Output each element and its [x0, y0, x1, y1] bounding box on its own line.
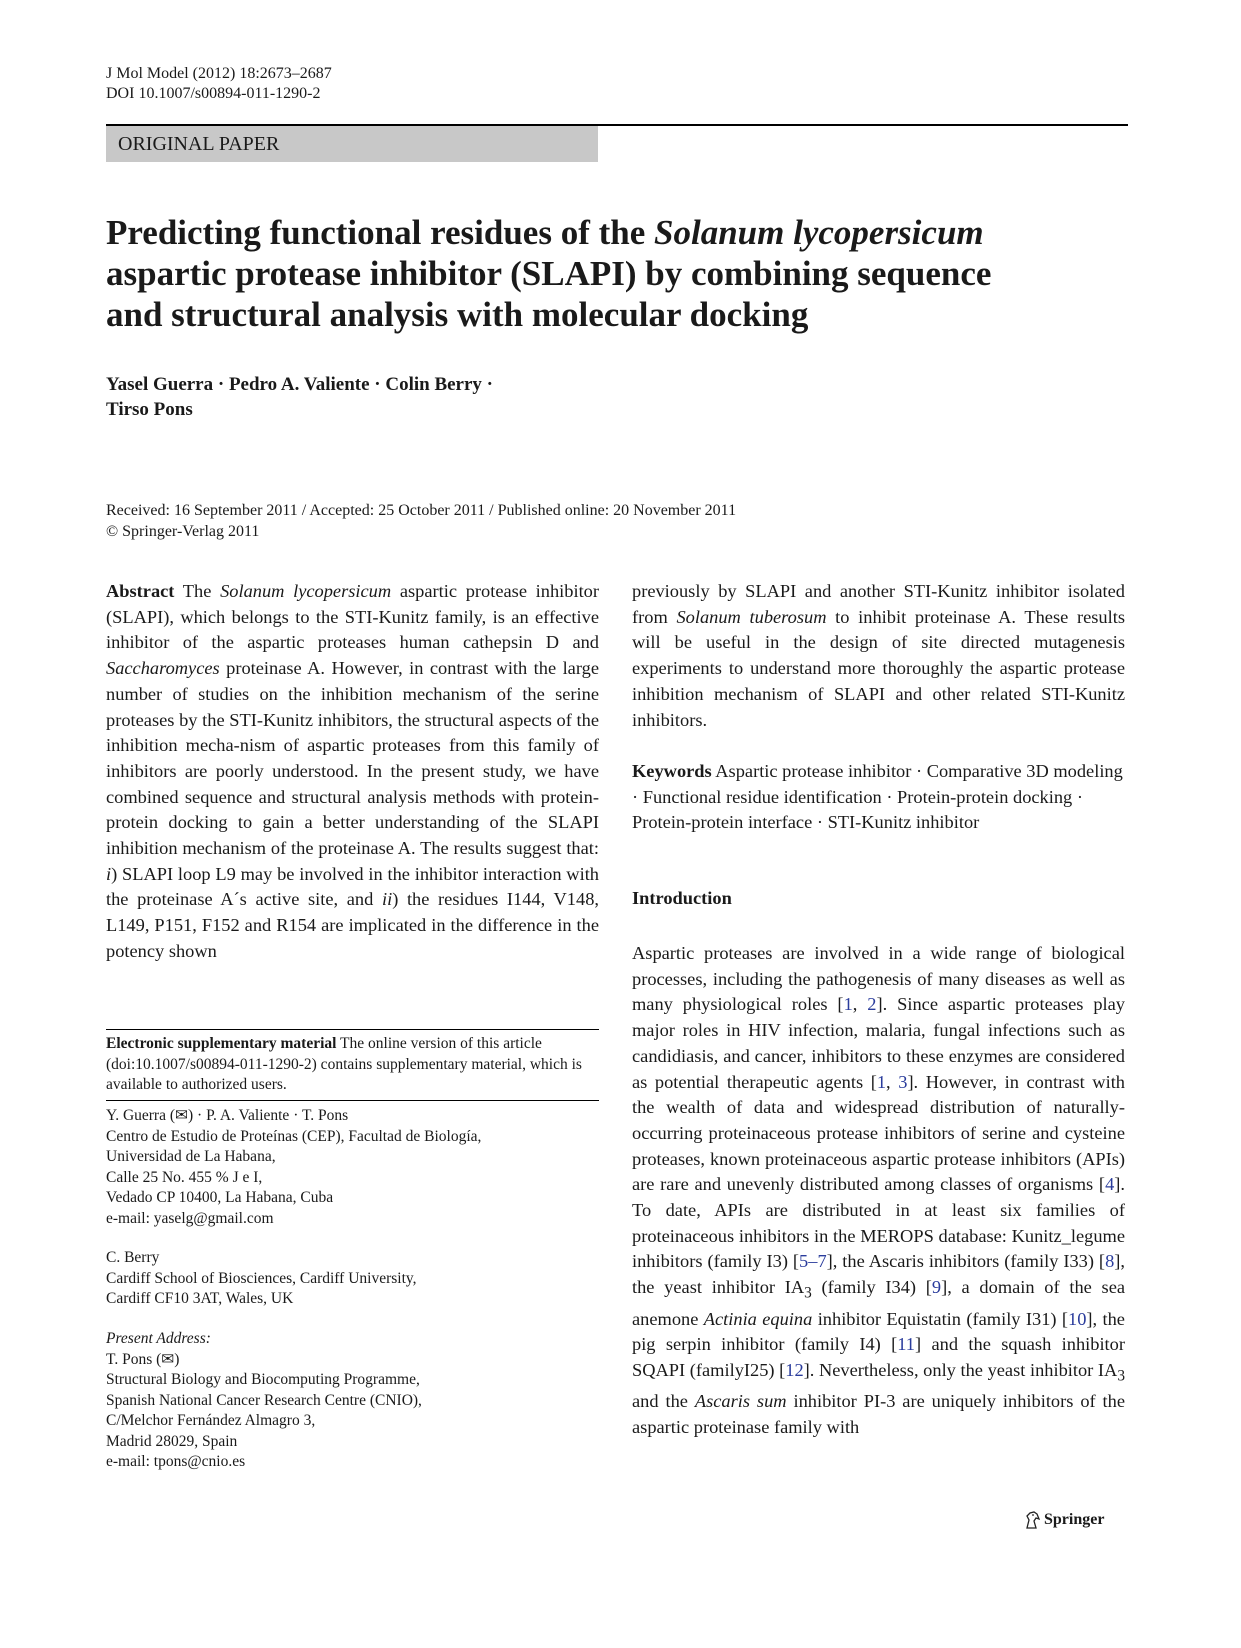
- citation-link[interactable]: 1: [876, 1071, 887, 1092]
- introduction-heading: Introduction: [632, 888, 732, 908]
- intro-species: Actinia equina: [703, 1308, 813, 1329]
- intro-text: inhibitor PI-3 are uniquely inhibitors of the aspartic proteinase family with: [632, 1391, 1126, 1437]
- affiliation-line: C. Berry: [106, 1249, 160, 1266]
- affiliation-2: [106, 1248, 599, 1310]
- abstract-text: ) SLAPI loop L9 may be involved in the inhibitor interaction with the proteinase A´s active site, and: [106, 863, 599, 910]
- citation-link[interactable]: 5–7: [799, 1251, 827, 1272]
- abstract-label: Abstract: [106, 581, 175, 601]
- keywords-label: Keywords: [632, 761, 712, 781]
- introduction-body: [632, 941, 1125, 1441]
- affiliation-line: Cardiff CF10 3AT, Wales, UK: [106, 1290, 294, 1307]
- intro-text: and the: [632, 1391, 695, 1412]
- intro-text: ]. Since aspartic proteases play major roles in HIV infection, malaria, fungal infections such as candidiasis, and cancer, inhibitors to these enzymes are considered as potential therapeutic agents [: [632, 994, 1125, 1092]
- intro-text: inhibitor Equistatin (family I31) [: [812, 1308, 1069, 1329]
- abstract-text: ) the residues I144, V148, L149, P151, F152 and R154 are implicated in the difference in the potency shown: [106, 889, 599, 961]
- abstract-text: to inhibit proteinase A. These results will be useful in the design of site directed mutagenesis experiments to understand more thoroughly the aspartic protease inhibition mechanism of SLAPI and other related STI-Kunitz inhibitors.: [632, 606, 1125, 730]
- present-address-label: Present Address:: [106, 1330, 211, 1347]
- affiliation-line: Spanish National Cancer Research Centre (CNIO),: [106, 1391, 422, 1409]
- intro-text: ]. However, in contrast with the wealth of data and widespread distribution of naturally-occurring proteinaceous protease inhibitors of serine and cysteine proteases, known proteinaceous aspartic protease inhibitors (APIs) are rare and unevenly distributed among classes of organisms [: [632, 1071, 1126, 1195]
- affiliation-3: [106, 1329, 599, 1473]
- copyright-line: © Springer-Verlag 2011: [106, 523, 260, 540]
- journal-line: J Mol Model (2012) 18:2673–2687: [106, 65, 332, 82]
- affiliation-line: C/Melchor Fernández Almagro 3,: [106, 1412, 316, 1429]
- subscript: 3: [1117, 1367, 1125, 1385]
- affiliation-email[interactable]: e-mail: yaselg@gmail.com: [106, 1209, 274, 1227]
- doi-line: DOI 10.1007/s00894-011-1290-2: [106, 85, 321, 102]
- citation-link[interactable]: 11: [897, 1334, 915, 1355]
- intro-text: ,: [886, 1071, 899, 1092]
- citation-link[interactable]: 3: [898, 1071, 908, 1092]
- affiliation-line: Madrid 28029, Spain: [106, 1432, 238, 1450]
- springer-horse-icon: [1024, 1510, 1042, 1530]
- esm-note: [106, 1034, 599, 1096]
- dates-line: Received: 16 September 2011 / Accepted: 25 October 2011 / Published online: 20 November 2011: [106, 502, 737, 519]
- affiliation-line: Vedado CP 10400, La Habana, Cuba: [106, 1189, 334, 1206]
- intro-text: ], the yeast inhibitor IA: [632, 1251, 1125, 1298]
- citation-link[interactable]: 10: [1068, 1308, 1087, 1329]
- title-line2: aspartic protease inhibitor (SLAPI) by combining sequence: [106, 254, 992, 293]
- citation-link[interactable]: 12: [785, 1359, 804, 1380]
- keywords-text: Aspartic protease inhibitor · Comparative 3D modeling · Functional residue identification · Protein-protein docking · Protein-protein interface · STI-Kunitz inhibitor: [632, 761, 1123, 833]
- affiliation-rule: [106, 1100, 599, 1101]
- citation-link[interactable]: 1: [843, 994, 853, 1015]
- title-line3: and structural analysis with molecular docking: [106, 295, 809, 334]
- affiliation-line: T. Pons (✉): [106, 1350, 180, 1368]
- intro-text: ]. To date, APIs are distributed in at least six families of proteinaceous inhibitors in the MEROPS database: Kunitz_legume inhibitors (family I3) [: [632, 1174, 1125, 1272]
- authors-line1: Yasel Guerra · Pedro A. Valiente · Colin Berry ·: [106, 374, 494, 395]
- keywords: [632, 759, 1125, 836]
- article-type-banner: ORIGINAL PAPER: [106, 126, 598, 162]
- citation-link[interactable]: 2: [867, 994, 877, 1015]
- abstract-text: The: [174, 581, 221, 601]
- intro-text: ], the Ascaris inhibitors (family I33) [: [826, 1251, 1106, 1272]
- abstract-species: Solanum lycopersicum: [220, 581, 392, 601]
- citation-link[interactable]: 8: [1105, 1251, 1115, 1272]
- author-list: [106, 372, 493, 422]
- abstract: [106, 579, 599, 965]
- affiliation-line: Structural Biology and Biocomputing Programme,: [106, 1371, 420, 1388]
- affiliation-1: [106, 1106, 599, 1229]
- subscript: 3: [804, 1284, 812, 1302]
- abstract-continued: [632, 579, 1125, 733]
- title-part1: Predicting functional residues of the: [106, 213, 655, 252]
- publication-dates: [106, 500, 736, 542]
- intro-text: ,: [852, 994, 868, 1015]
- affiliation-line: Y. Guerra (✉) · P. A. Valiente · T. Pons: [106, 1107, 349, 1124]
- affiliation-email[interactable]: e-mail: tpons@cnio.es: [106, 1453, 246, 1470]
- publisher-name: Springer: [1044, 1511, 1105, 1528]
- abstract-enum: i: [106, 863, 112, 884]
- abstract-text: previously by SLAPI and another STI-Kunitz inhibitor isolated from: [632, 581, 1125, 627]
- affiliation-line: Calle 25 No. 455 % J e I,: [106, 1168, 263, 1186]
- citation-link[interactable]: 4: [1105, 1174, 1115, 1195]
- journal-citation: [106, 64, 332, 104]
- authors-line2: Tirso Pons: [106, 399, 193, 420]
- abstract-species: Solanum tuberosum: [676, 606, 827, 627]
- intro-text: Aspartic proteases are involved in a wide range of biological processes, including the pathogenesis of many diseases as well as many physiological roles [: [632, 943, 1125, 1015]
- affiliation-line: Universidad de La Habana,: [106, 1148, 276, 1165]
- intro-text: (family I34) [: [811, 1277, 932, 1298]
- intro-species: Ascaris sum: [694, 1391, 787, 1412]
- esm-text: The online version of this article (doi:10.1007/s00894-011-1290-2) contains supplementary material, which is available to authorized users.: [106, 1035, 582, 1093]
- affiliation-line: Cardiff School of Biosciences, Cardiff University,: [106, 1269, 417, 1287]
- abstract-enum: ii: [381, 889, 393, 910]
- abstract-genus: Saccharomyces: [106, 658, 220, 679]
- abstract-text: proteinase A. However, in contrast with the large number of studies on the inhibition mechanism of the serine proteases by the STI-Kunitz inhibitors, the structural aspects of the inhibition mecha-nism of aspartic proteases from this family of inhibitors are poorly understood. In the present study, we have combined sequence and structural analysis methods with protein-protein docking to gain a better understanding of the SLAPI inhibition mechanism of the proteinase A. The results suggest that:: [106, 658, 599, 859]
- citation-link[interactable]: 9: [931, 1277, 942, 1298]
- esm-rule: [106, 1029, 599, 1030]
- intro-text: ], a domain of the sea anemone: [632, 1277, 1126, 1329]
- esm-label: Electronic supplementary material: [106, 1035, 337, 1052]
- title-species: Solanum lycopersicum: [654, 213, 984, 252]
- abstract-text: aspartic protease inhibitor (SLAPI), which belongs to the STI-Kunitz family, is an effective inhibitor of the aspartic proteases human cathepsin D and: [106, 581, 600, 653]
- intro-text: ]. Nevertheless, only the yeast inhibitor IA: [803, 1359, 1118, 1380]
- intro-text: ], the pig serpin inhibitor (family I4) [: [632, 1308, 1125, 1355]
- affiliation-line: Centro de Estudio de Proteínas (CEP), Facultad de Biología,: [106, 1127, 482, 1145]
- intro-text: ] and the squash inhibitor SQAPI (familyI25) [: [632, 1334, 1125, 1380]
- article-title: [106, 212, 1126, 335]
